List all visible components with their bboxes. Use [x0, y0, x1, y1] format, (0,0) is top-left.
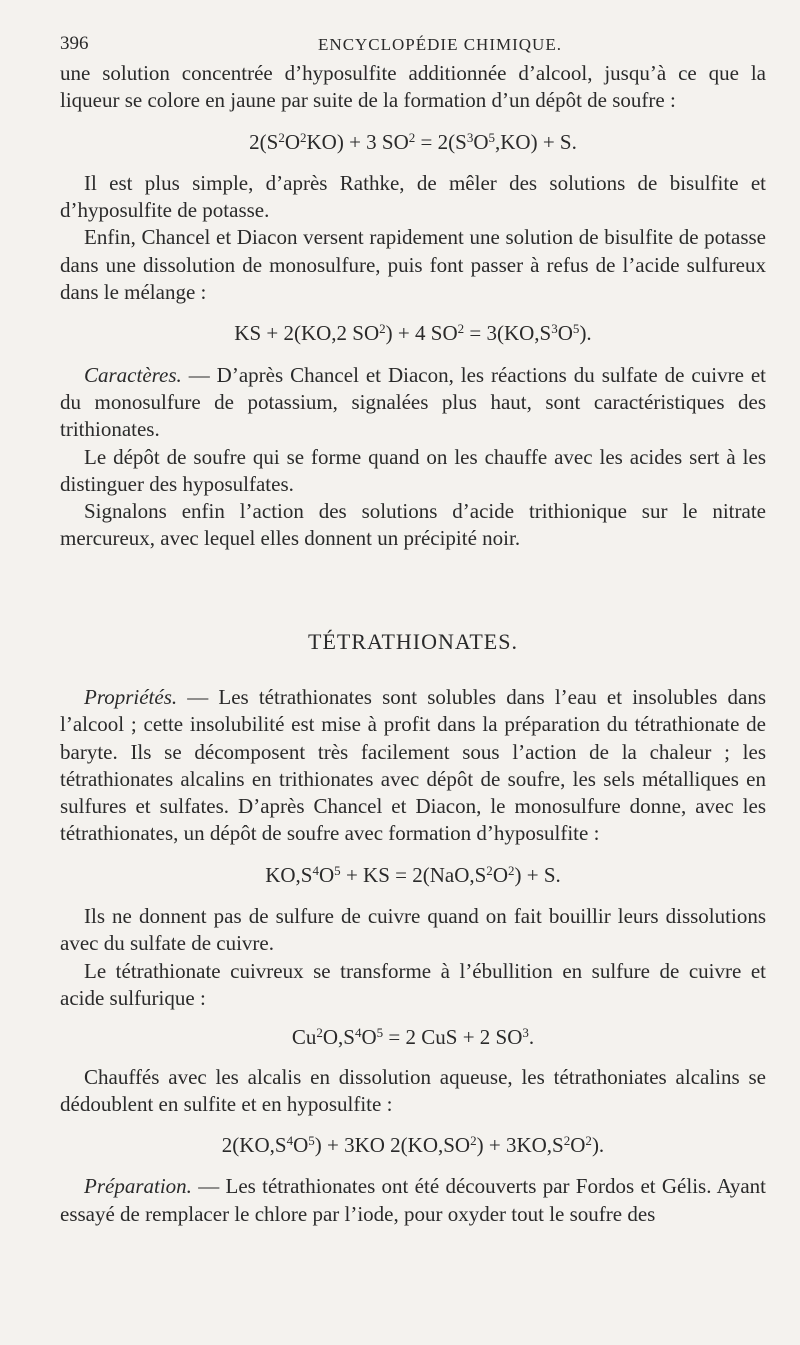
formula: $2(KO,S^4O^5) + 3KO$ $2(KO,SO^2) + 3KO,S^2O^2$). [221, 1133, 605, 1158]
paragraph: Le dépôt de soufre qui se forme quand on les chauffe avec les acides sert à les distinguer des hyposulfates. [60, 444, 766, 496]
running-header [60, 33, 760, 59]
paragraph: Signalons enfin l’action des solutions d’acide trithionique sur le nitrate mercureux, avec lequel elles donnent un précipité noir. [60, 499, 766, 551]
paragraph: une solution concentrée d’hyposulfite additionnée d’alcool, jusqu’à ce que la liqueur se colore en jaune par suite de la formation d’un dépôt de soufre : [60, 61, 766, 113]
paragraph: Enfin, Chancel et Diacon versent rapidement une solution de bisulfite de potasse dans une dissolution de monosulfure, puis font passer à refus de l’acide sulfureux dans le mélange : [60, 225, 766, 305]
running-title: ENCYCLOPÉDIE CHIMIQUE. [318, 35, 562, 54]
paragraph: Propriétés. — Les tétrathionates sont solubles dans l’eau et insolubles dans l’alcool ; cette insolubilité est mise à profit dans la préparation du tétrathionate de baryte. Ils se décomposent très facilement sous l’action de la chaleur ; les tétrathionates alcalins en trithionates avec dépôt de soufre, les sels métalliques en sulfures et sulfates. D’après Chancel et Diacon, le monosulfure donne, avec les tétrathionates, un dépôt de soufre avec formation d’hyposulfite : [60, 685, 766, 846]
paragraph: Le tétrathionate cuivreux se transforme à l’ébullition en sulfure de cuivre et acide sulfurique : [60, 958, 766, 1010]
page-number: 396 [60, 33, 89, 54]
body-text-bottom [60, 684, 766, 1228]
paragraph: Ils ne donnent pas de sulfure de cuivre quand on fait bouillir leurs dissolutions avec du sulfate de cuivre. [60, 904, 766, 956]
paragraph: Il est plus simple, d’après Rathke, de mêler des solutions de bisulfite et d’hyposulfite de potasse. [60, 170, 766, 223]
body-text-top [60, 60, 766, 553]
formula: $KO,S^4O^5$ + KS = $2(NaO,S^2O^2) + S$. [265, 862, 561, 887]
formula: $2(S^2O^2KO) + 3$ $SO^2 = 2(S^3O^5,KO) + S$. [249, 129, 577, 154]
paragraph: Chauffés avec les alcalis en dissolution aqueuse, les tétrathoniates alcalins se dédoublent en sulfite et en hyposulfite : [60, 1064, 766, 1116]
paragraph: Caractères. — D’après Chancel et Diacon, les réactions du sulfate de cuivre et du monosulfure de potassium, signalées plus haut, sont caractéristiques des trithionates. [60, 362, 766, 442]
paragraph: Préparation. — Les tétrathionates ont été découverts par Fordos et Gélis. Ayant essayé de remplacer le chlore par l’iode, pour oxyder tout le soufre des [60, 1174, 766, 1226]
formula: KS + 2(KO,2 $SO^2) + 4$ $SO^2 = 3(KO,S^3O^5)$. [234, 321, 592, 346]
section-heading: TÉTRATHIONATES. [308, 629, 518, 654]
formula: $Cu^2O,S^4O^5 = 2$ CuS + 2 $SO^3$. [291, 1025, 535, 1050]
